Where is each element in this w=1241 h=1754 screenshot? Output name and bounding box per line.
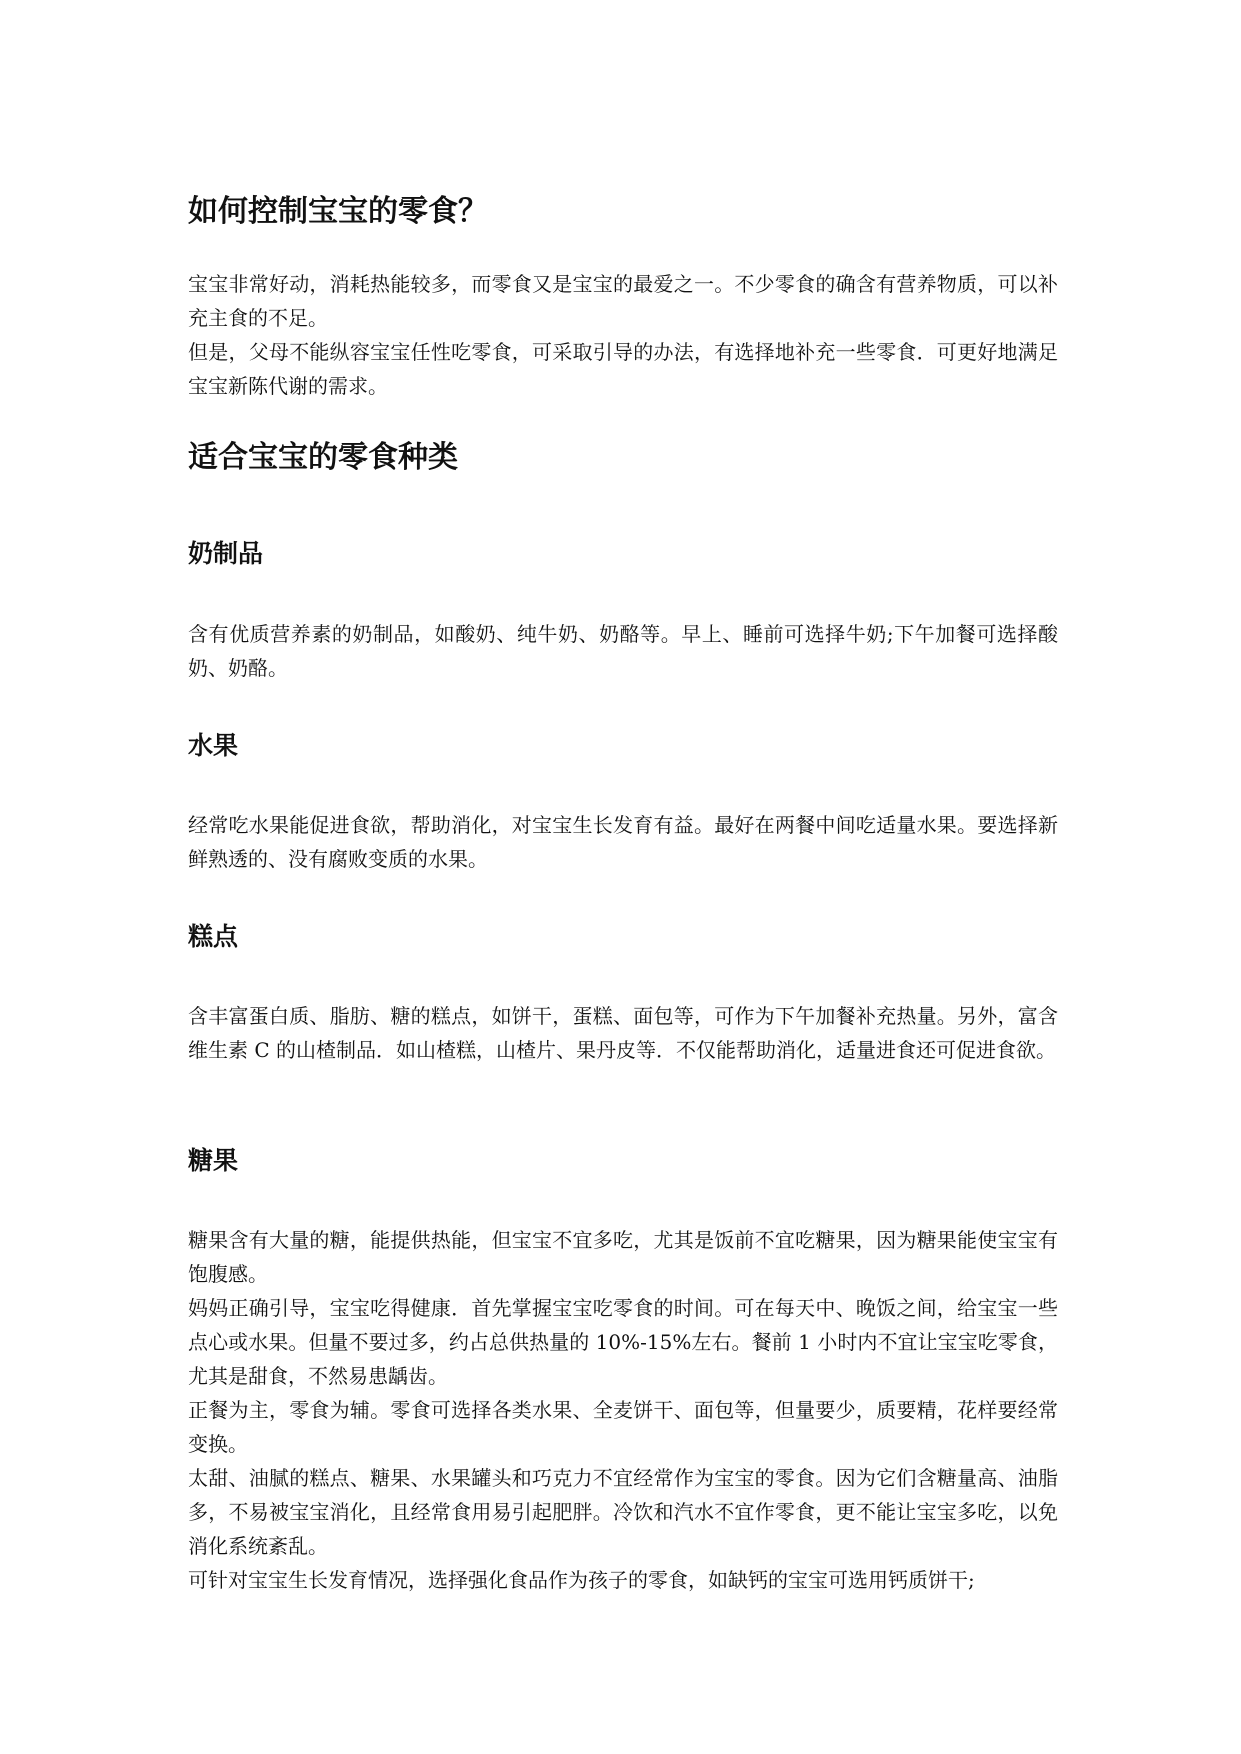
intro-paragraph: 宝宝非常好动，消耗热能较多，而零食又是宝宝的最爱之一。不少零食的确含有营养物质，可以补充主食的不足。 — [188, 272, 1058, 330]
intro-paragraph: 但是，父母不能纵容宝宝任性吃零食，可采取引导的办法，有选择地补充一些零食．可更好地满足宝宝新陈代谢的需求。 — [188, 340, 1058, 398]
body-paragraph: 含有优质营养素的奶制品，如酸奶、纯牛奶、奶酪等。早上、睡前可选择牛奶;下午加餐可选择酸奶、奶酪。 — [188, 622, 1058, 680]
body-paragraph: 太甜、油腻的糕点、糖果、水果罐头和巧克力不宜经常作为宝宝的零食。因为它们含糖量高、油脂多，不易被宝宝消化，且经常食用易引起肥胖。冷饮和汽水不宜作零食，更不能让宝宝多吃，以免消化系统紊乱。 — [188, 1466, 1058, 1558]
body-paragraph: 妈妈正确引导，宝宝吃得健康．首先掌握宝宝吃零食的时间。可在每天中、晚饭之间，给宝宝一些点心或水果。但量不要过多，约占总供热量的 10%-15%左右。餐前 1 小时内不宜让宝宝吃零食，尤其是甜食，不然易患龋齿。 — [188, 1296, 1058, 1388]
category-body-fruit — [188, 808, 1058, 876]
body-paragraph: 含丰富蛋白质、脂肪、糖的糕点，如饼干，蛋糕、面包等，可作为下午加餐补充热量。另外，富含维生素 C 的山楂制品．如山楂糕，山楂片、果丹皮等．不仅能帮助消化，适量进食还可促进食欲。 — [188, 1004, 1058, 1062]
body-paragraph: 糖果含有大量的糖，能提供热能，但宝宝不宜多吃，尤其是饭前不宜吃糖果，因为糖果能使宝宝有饱腹感。 — [188, 1228, 1058, 1286]
category-heading-dairy: 奶制品 — [188, 539, 264, 568]
category-heading-fruit: 水果 — [188, 731, 239, 760]
category-body-candy — [188, 1223, 1058, 1597]
intro-section — [188, 267, 1058, 403]
body-paragraph: 经常吃水果能促进食欲，帮助消化，对宝宝生长发育有益。最好在两餐中间吃适量水果。要选择新鲜熟透的、没有腐败变质的水果。 — [188, 813, 1058, 871]
category-heading-candy: 糖果 — [188, 1146, 239, 1175]
document-page — [188, 0, 1058, 1754]
page-title: 如何控制宝宝的零食？ — [188, 194, 488, 229]
category-body-dairy — [188, 617, 1058, 685]
body-paragraph: 正餐为主，零食为辅。零食可选择各类水果、全麦饼干、面包等，但量要少，质要精，花样要经常变换。 — [188, 1398, 1058, 1456]
category-body-pastry — [188, 999, 1058, 1067]
section-title: 适合宝宝的零食种类 — [188, 440, 458, 475]
category-heading-pastry: 糕点 — [188, 922, 239, 951]
body-paragraph: 可针对宝宝生长发育情况，选择强化食品作为孩子的零食，如缺钙的宝宝可选用钙质饼干; — [188, 1568, 975, 1592]
